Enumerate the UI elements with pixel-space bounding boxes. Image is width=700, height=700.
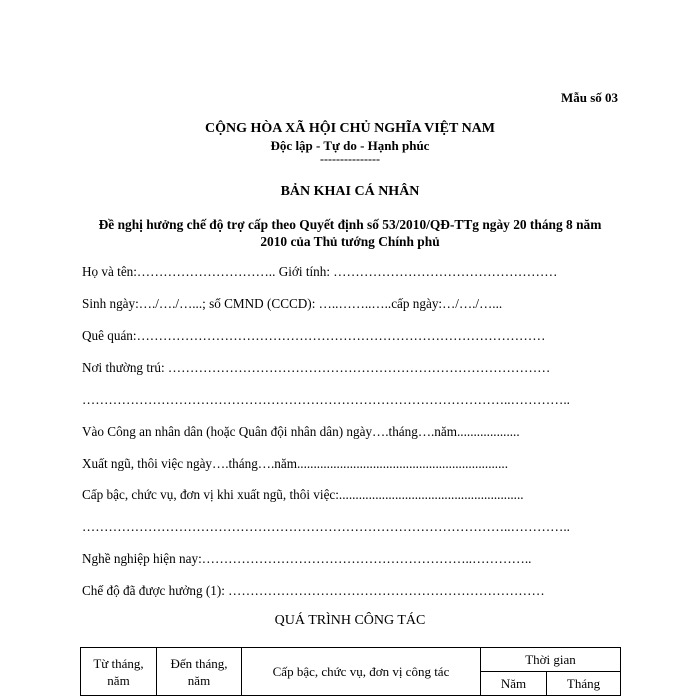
col-to-line-2: năm [187, 672, 211, 688]
col-to-header [157, 648, 242, 696]
col-to-line-1: Đến tháng, [170, 655, 228, 671]
enlistment-field: Vào Công an nhân dân (hoặc Quân đội nhân dân) ngày….tháng….năm................... [82, 424, 520, 439]
document-subtitle [0, 216, 700, 250]
residence-field: Nơi thường trú: …………………………………………………………………………… [82, 360, 551, 375]
work-history-heading: QUÁ TRÌNH CÔNG TÁC [274, 613, 426, 628]
hometown-field: Quê quán:………………………………………………………………………………… [82, 328, 546, 343]
col-from-header [81, 648, 157, 696]
subtitle-line-1: Đề nghị hưởng chế độ trợ cấp theo Quyết định số 53/2010/QĐ-TTg ngày 20 tháng 8 năm [98, 217, 602, 232]
national-header: CỘNG HÒA XÃ HỘI CHỦ NGHĨA VIỆT NAM [204, 121, 495, 136]
work-history-table [80, 647, 621, 696]
header-divider: --------------- [320, 152, 380, 166]
col-time-header: Thời gian [481, 648, 621, 672]
name-gender-field: Họ và tên:………………………….. Giới tính: …………………………………………… [82, 264, 558, 279]
col-from-line-2: năm [107, 672, 130, 688]
national-motto: Độc lập - Tự do - Hạnh phúc [270, 138, 430, 153]
col-month-header: Tháng [547, 672, 621, 696]
birth-id-field: Sinh ngày:…./…./…...; số CMND (CCCD): …..……..…..cấp ngày:…/…./…... [82, 296, 503, 311]
rank-field: Cấp bậc, chức vụ, đơn vị khi xuất ngũ, thôi việc:........................................................ [82, 487, 524, 502]
occupation-field: Nghề nghiệp hiện nay:……………………………………………………..………….. [82, 551, 532, 566]
col-year-header: Năm [481, 672, 547, 696]
form-code: Mẫu số 03 [560, 90, 618, 105]
residence-continuation: ……………………………………………………………………………………..………….. [82, 392, 570, 407]
col-from-line-1: Từ tháng, [93, 655, 144, 671]
discharge-field: Xuất ngũ, thôi việc ngày….tháng….năm................................................................ [82, 456, 508, 471]
document-title: BẢN KHAI CÁ NHÂN [280, 184, 420, 199]
subtitle-line-2: 2010 của Thủ tướng Chính phủ [260, 234, 440, 249]
rank-continuation: ……………………………………………………………………………………..………….. [82, 519, 570, 534]
col-desc-header: Cấp bậc, chức vụ, đơn vị công tác [242, 648, 481, 696]
benefit-field: Chế độ đã được hưởng (1): ……………………………………………………………… [82, 583, 545, 598]
